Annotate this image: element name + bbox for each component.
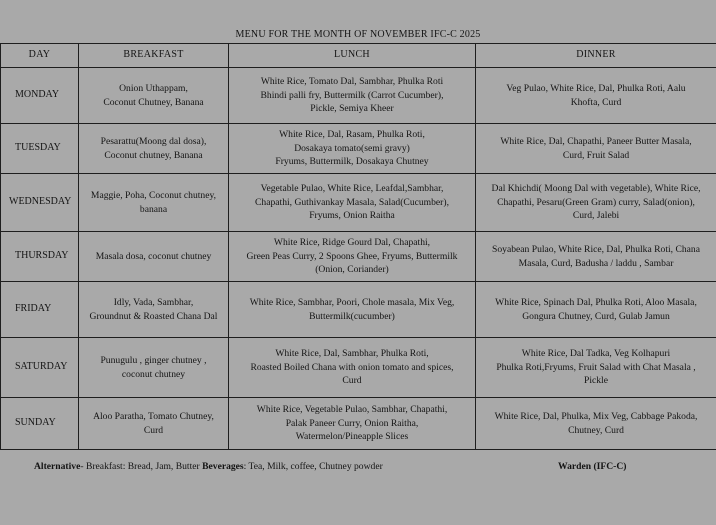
- header-dinner: DINNER: [476, 44, 716, 68]
- breakfast-cell: Idly, Vada, Sambhar, Groundnut & Roasted Chana Dal: [79, 282, 229, 338]
- table-row-sunday: [1, 398, 716, 450]
- dinner-cell: Dal Khichdi( Moong Dal with vegetable), White Rice, Chapathi, Pesaru(Green Gram) curry, Salad(onion), Curd, Jalebi: [476, 174, 716, 232]
- breakfast-cell: Aloo Paratha, Tomato Chutney, Curd: [79, 398, 229, 450]
- lunch-cell: White Rice, Sambhar, Poori, Chole masala, Mix Veg, Buttermilk(cucumber): [229, 282, 476, 338]
- lunch-cell: White Rice, Tomato Dal, Sambhar, Phulka Roti Bhindi palli fry, Buttermilk (Carrot Cucumber), Pickle, Semiya Kheer: [229, 68, 476, 124]
- menu-table: [0, 43, 716, 450]
- breakfast-cell: Maggie, Poha, Coconut chutney, banana: [79, 174, 229, 232]
- alternative-label: Alternative: [34, 461, 81, 472]
- dinner-cell: White Rice, Dal, Chapathi, Paneer Butter Masala, Curd, Fruit Salad: [476, 124, 716, 174]
- table-row-thursday: [1, 232, 716, 282]
- lunch-cell: White Rice, Dal, Rasam, Phulka Roti, Dosakaya tomato(semi gravy) Fryums, Buttermilk, Dosakaya Chutney: [229, 124, 476, 174]
- day-cell: FRIDAY: [1, 282, 79, 338]
- day-cell: WEDNESDAY: [1, 174, 79, 232]
- beverages-label: Beverages: [202, 461, 244, 472]
- header-lunch: LUNCH: [229, 44, 476, 68]
- header-day: DAY: [1, 44, 79, 68]
- table-row-wednesday: [1, 174, 716, 232]
- beverages-text: : Tea, Milk, coffee, Chutney powder: [243, 461, 383, 472]
- day-cell: MONDAY: [1, 68, 79, 124]
- table-row-friday: [1, 282, 716, 338]
- lunch-cell: White Rice, Vegetable Pulao, Sambhar, Chapathi, Palak Paneer Curry, Onion Raitha, Watermelon/Pineapple Slices: [229, 398, 476, 450]
- lunch-cell: Vegetable Pulao, White Rice, Leafdal,Sambhar, Chapathi, Guthivankay Masala, Salad(Cucumber), Fryums, Onion Raitha: [229, 174, 476, 232]
- day-cell: SUNDAY: [1, 398, 79, 450]
- day-cell: THURSDAY: [1, 232, 79, 282]
- menu-title: MENU FOR THE MONTH OF NOVEMBER IFC-C 2025: [235, 29, 481, 40]
- dinner-cell: White Rice, Dal, Phulka, Mix Veg, Cabbage Pakoda, Chutney, Curd: [476, 398, 716, 450]
- alternatives-note: [34, 461, 383, 472]
- table-row-saturday: [1, 338, 716, 398]
- dinner-cell: Soyabean Pulao, White Rice, Dal, Phulka Roti, Chana Masala, Curd, Badusha / laddu , Sambar: [476, 232, 716, 282]
- dinner-cell: White Rice, Dal Tadka, Veg Kolhapuri Phulka Roti,Fryums, Fruit Salad with Chat Masala , Pickle: [476, 338, 716, 398]
- header-breakfast: BREAKFAST: [79, 44, 229, 68]
- table-row-tuesday: [1, 124, 716, 174]
- breakfast-cell: Punugulu , ginger chutney , coconut chutney: [79, 338, 229, 398]
- warden-signature: Warden (IFC-C): [558, 461, 627, 472]
- header-row: [1, 44, 716, 68]
- breakfast-cell: Onion Uthappam, Coconut Chutney, Banana: [79, 68, 229, 124]
- lunch-cell: White Rice, Dal, Sambhar, Phulka Roti, Roasted Boiled Chana with onion tomato and spices, Curd: [229, 338, 476, 398]
- breakfast-cell: Pesarattu(Moong dal dosa), Coconut chutney, Banana: [79, 124, 229, 174]
- alternative-text: - Breakfast: Bread, Jam, Butter: [80, 461, 203, 472]
- dinner-cell: White Rice, Spinach Dal, Phulka Roti, Aloo Masala, Gongura Chutney, Curd, Gulab Jamun: [476, 282, 716, 338]
- day-cell: SATURDAY: [1, 338, 79, 398]
- breakfast-cell: Masala dosa, coconut chutney: [79, 232, 229, 282]
- table-row-monday: [1, 68, 716, 124]
- dinner-cell: Veg Pulao, White Rice, Dal, Phulka Roti, Aalu Khofta, Curd: [476, 68, 716, 124]
- day-cell: TUESDAY: [1, 124, 79, 174]
- lunch-cell: White Rice, Ridge Gourd Dal, Chapathi, Green Peas Curry, 2 Spoons Ghee, Fryums, Buttermilk (Onion, Coriander): [229, 232, 476, 282]
